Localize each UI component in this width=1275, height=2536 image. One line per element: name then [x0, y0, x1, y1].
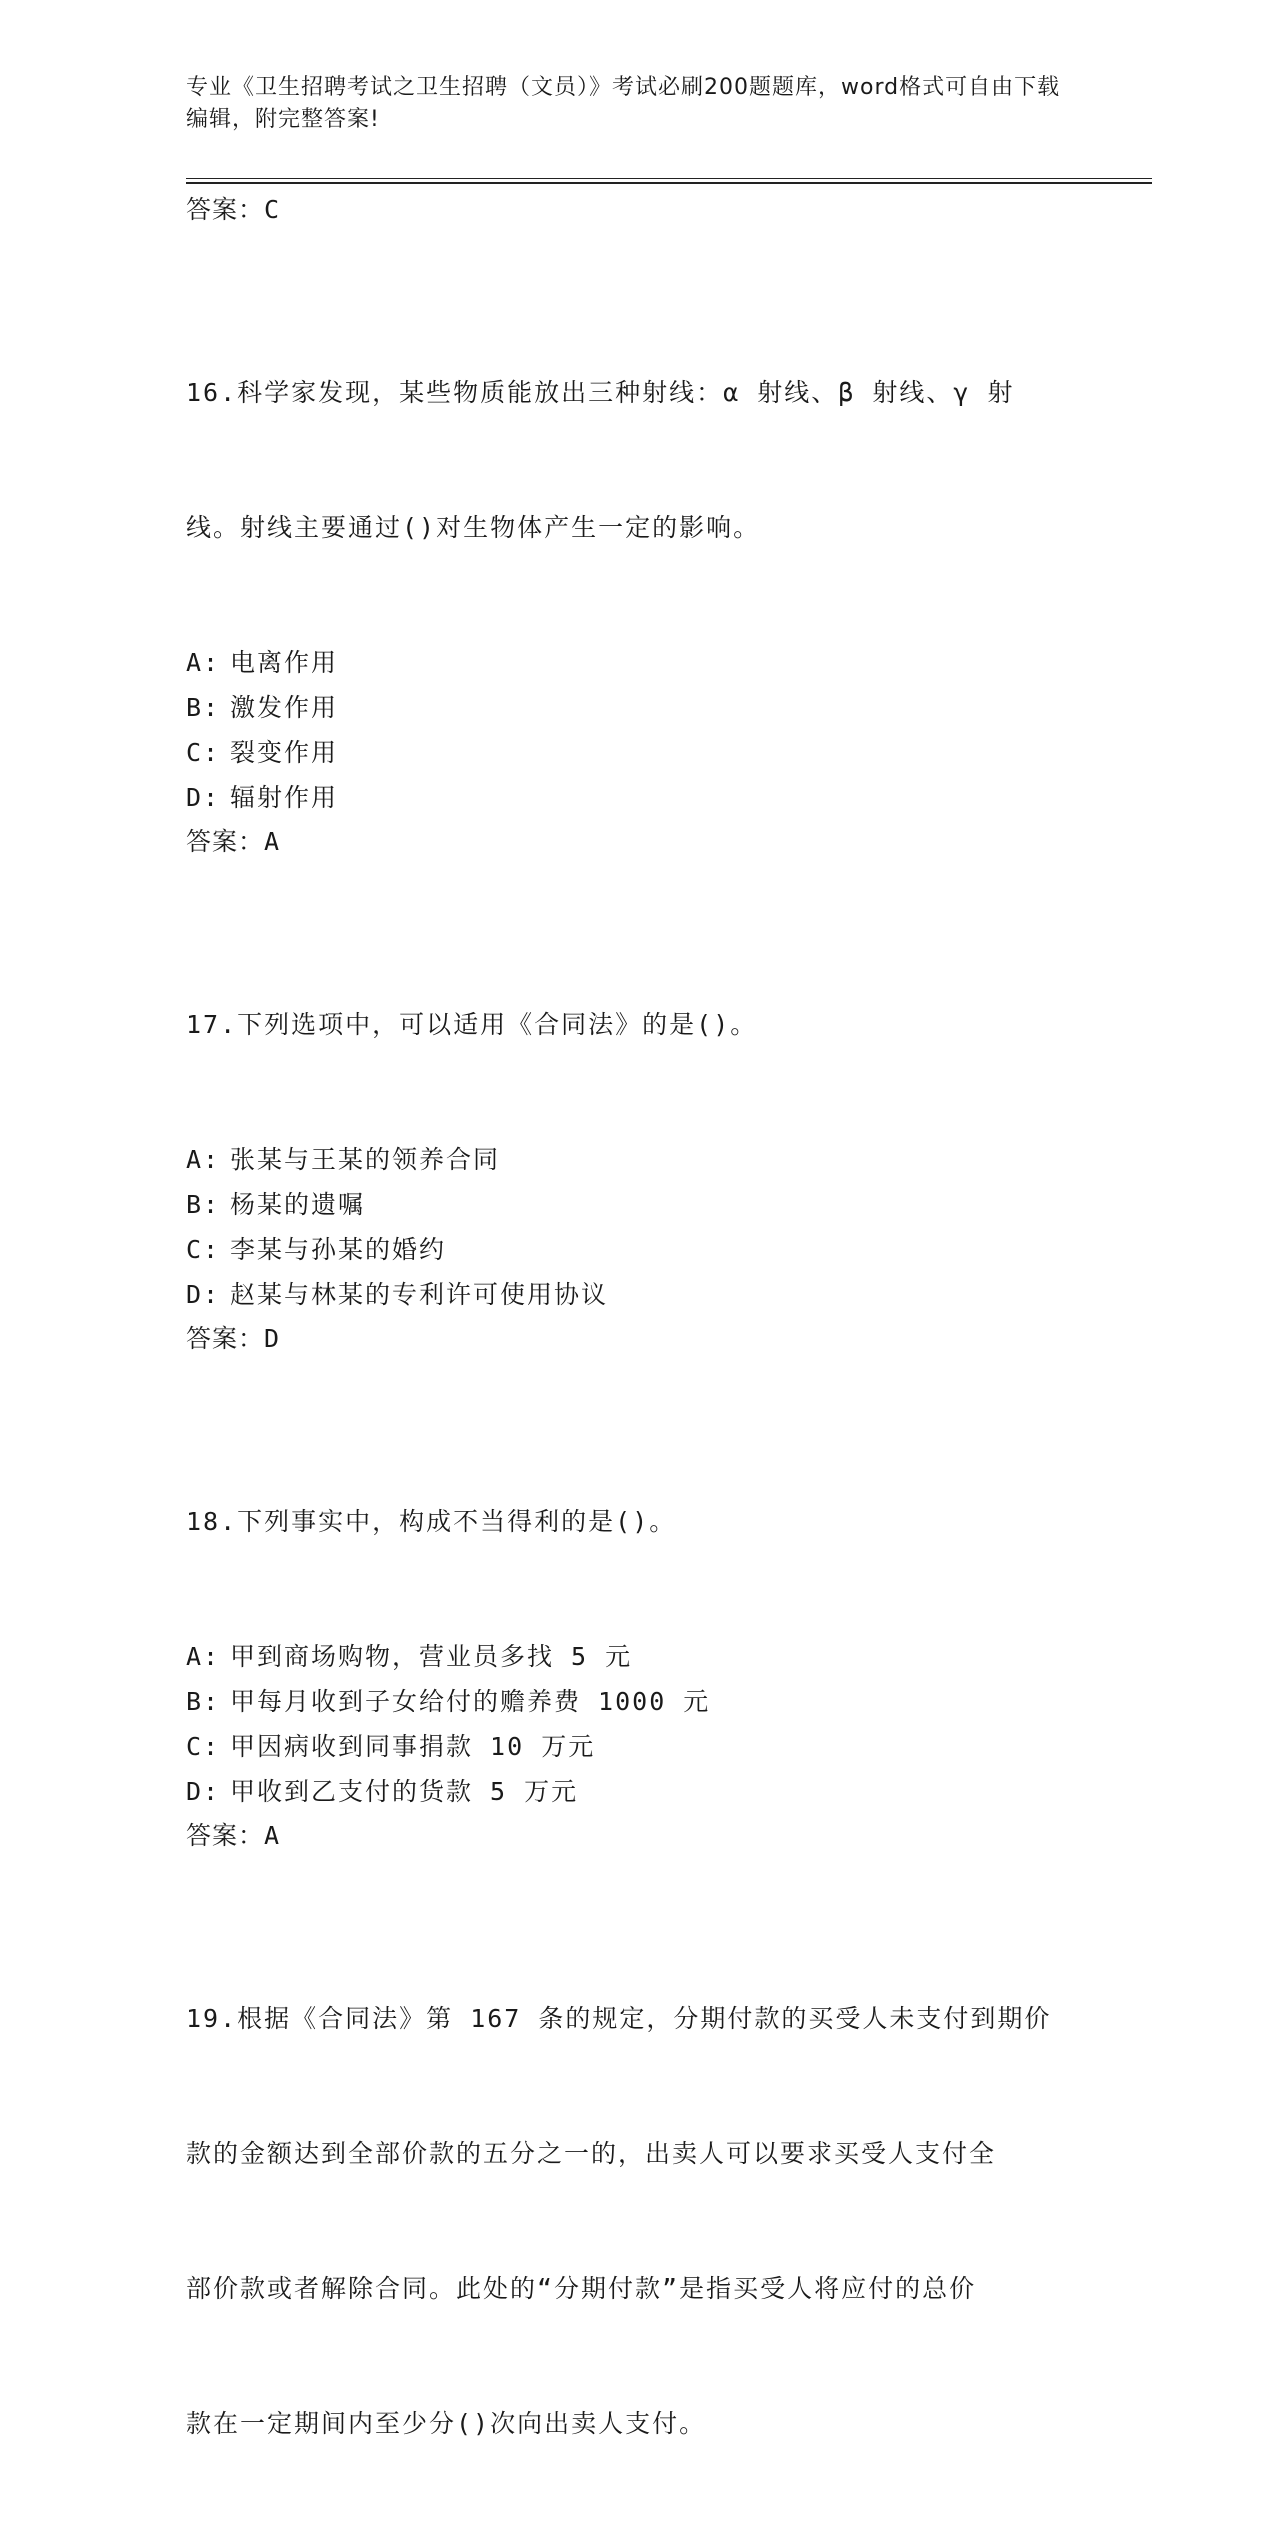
stem-line: 线。射线主要通过()对生物体产生一定的影响。	[186, 513, 761, 542]
question-17	[186, 912, 1086, 1361]
question-content	[186, 188, 1086, 2536]
option-key: C:	[186, 1235, 221, 1264]
option-d	[186, 1769, 1086, 1814]
option-b	[186, 1679, 1086, 1724]
option-text: 杨某的遗嘱	[230, 1190, 366, 1219]
stem-line: 款的金额达到全部价款的五分之一的，出卖人可以要求买受人支付全	[186, 2139, 997, 2168]
option-key: C:	[186, 1732, 221, 1761]
option-text: 裂变作用	[230, 738, 339, 767]
option-key: C:	[186, 738, 221, 767]
answer-label: 答案：	[186, 827, 265, 856]
option-text: 赵某与林某的专利许可使用协议	[230, 1280, 609, 1309]
answer-line	[186, 1814, 1086, 1858]
question-18	[186, 1409, 1086, 1858]
header-divider-thin	[186, 178, 1152, 179]
option-key: B:	[186, 1190, 221, 1219]
option-text: 甲收到乙支付的货款 5 万元	[230, 1777, 579, 1806]
header-divider-thick	[186, 182, 1152, 184]
option-a	[186, 640, 1086, 685]
stem-line: 款在一定期间内至少分()次向出卖人支付。	[186, 2409, 707, 2438]
option-key: A:	[186, 1642, 221, 1671]
option-key: D:	[186, 1777, 221, 1806]
option-text: 电离作用	[230, 648, 339, 677]
answer-value: A	[264, 1821, 281, 1850]
option-a	[186, 1137, 1086, 1182]
answer-line	[186, 1317, 1086, 1361]
option-b	[186, 1182, 1086, 1227]
option-text: 甲每月收到子女给付的赡养费 1000 元	[230, 1687, 711, 1716]
option-key: A:	[186, 1145, 221, 1174]
option-b	[186, 685, 1086, 730]
page-header: 专业《卫生招聘考试之卫生招聘（文员）》考试必刷200题题库，word格式可自由下载编辑，附完整答案!	[186, 75, 1061, 132]
answer-line	[186, 820, 1086, 864]
option-text: 辐射作用	[230, 783, 339, 812]
question-stem	[186, 280, 1066, 640]
option-c	[186, 730, 1086, 775]
stem-line: 19.根据《合同法》第 167 条的规定，分期付款的买受人未支付到期价	[186, 2004, 1052, 2033]
option-text: 激发作用	[230, 693, 339, 722]
stem-line: 部价款或者解除合同。此处的“分期付款”是指买受人将应付的总价	[186, 2274, 977, 2303]
option-key: D:	[186, 783, 221, 812]
question-stem	[186, 1906, 1066, 2536]
stem-line: 16.科学家发现，某些物质能放出三种射线：α 射线、β 射线、γ 射	[186, 378, 1015, 407]
option-d	[186, 1272, 1086, 1317]
option-key: B:	[186, 693, 221, 722]
answer-value: C	[264, 195, 281, 224]
option-key: D:	[186, 1280, 221, 1309]
option-text: 甲到商场购物，营业员多找 5 元	[230, 1642, 633, 1671]
answer-value: D	[264, 1324, 281, 1353]
option-c	[186, 1724, 1086, 1769]
answer-label: 答案：	[186, 1821, 265, 1850]
option-key: B:	[186, 1687, 221, 1716]
question-stem	[186, 1409, 1066, 1634]
question-16	[186, 280, 1086, 864]
option-c	[186, 1227, 1086, 1272]
stem-line: 18.下列事实中，构成不当得利的是()。	[186, 1507, 677, 1536]
answer-value: A	[264, 827, 281, 856]
answer-label: 答案：	[186, 1324, 265, 1353]
option-a	[186, 1634, 1086, 1679]
question-19	[186, 1906, 1086, 2536]
option-text: 张某与王某的领养合同	[230, 1145, 501, 1174]
option-text: 甲因病收到同事捐款 10 万元	[230, 1732, 596, 1761]
option-key: A:	[186, 648, 221, 677]
stem-line: 17.下列选项中，可以适用《合同法》的是()。	[186, 1010, 758, 1039]
option-d	[186, 775, 1086, 820]
question-stem	[186, 912, 1066, 1137]
answer-label: 答案：	[186, 195, 265, 224]
option-text: 李某与孙某的婚约	[230, 1235, 447, 1264]
answer-line	[186, 188, 1086, 232]
